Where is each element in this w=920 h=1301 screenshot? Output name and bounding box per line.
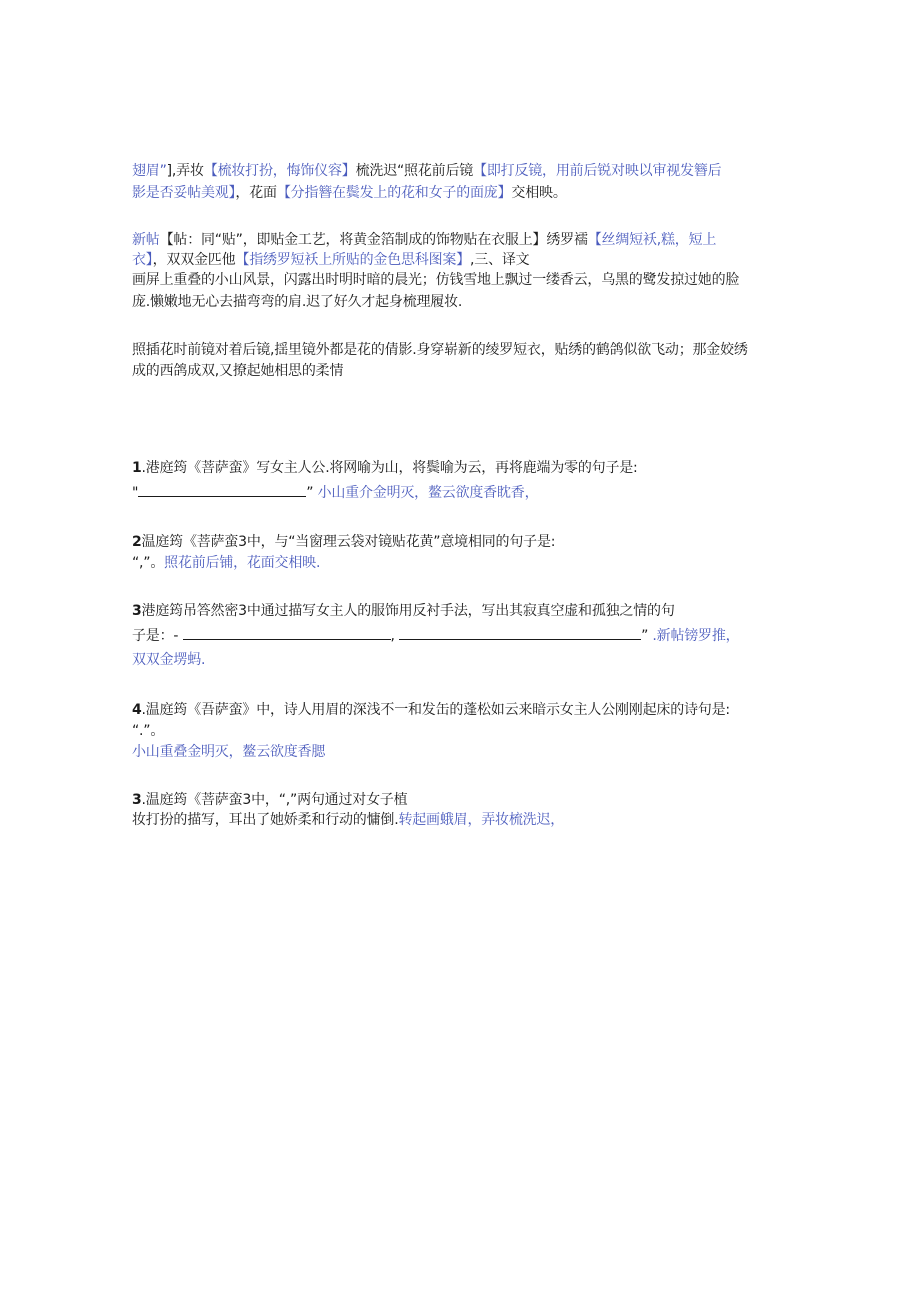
question-number: 3 — [132, 603, 142, 619]
close-quote: ” — [641, 628, 649, 644]
gloss: 影是否妥帖美观】 — [132, 185, 236, 201]
question-2-answer-line — [132, 553, 320, 573]
gloss: 【分指簪在鬓发上的花和女子的面庞】 — [276, 185, 512, 201]
translation-line-1: 画屏上重叠的小山风景，闪露出时明时暗的晨光；仿钱雪地上飘过一缕香云，乌黑的鹭发掠过她的脸 — [132, 272, 740, 288]
poem-text: ，花面 — [235, 185, 277, 201]
separator: , — [390, 628, 395, 644]
answer-blank — [138, 484, 306, 497]
translation-line-3: 照插花时前镜对着后镜,揺里镜外都是花的倩影.身穿崭新的绫罗短衣，贴绣的鹤鸽似欲飞动；那金姣绣 — [132, 342, 748, 358]
annotation-line-2 — [132, 183, 567, 203]
answer-text: 照花前后铺，花面交相映. — [164, 555, 321, 571]
question-3 — [132, 601, 675, 621]
section-heading: ,三、译文 — [470, 252, 530, 268]
question-text: .港庭筠《菩萨蛮》写女主人公.将网喻为山，将鬓喻为云，再将鹿端为零的句子是: — [141, 460, 638, 476]
answer-prefix: 子是：- — [132, 628, 179, 644]
gloss: 衣】 — [132, 252, 153, 268]
poem-text: 【帖：同“贴”，即贴金工艺，将黄金箔制成的饰物贴在衣服上】绣罗襦 — [159, 232, 588, 248]
translation-line-2: 庞.懒嫩地无心去描弯弯的肩.迟了好久才起身梳理履妆. — [132, 294, 463, 310]
answer-text: 转起画蛾眉，弄妆梳洗迟， — [398, 812, 565, 828]
close-quote: ” — [306, 485, 314, 501]
question-text: 妆打扮的描写，耳出了她娇柔和行动的慵倒. — [132, 812, 399, 828]
question-text: 温庭筠《菩萨蛮3中，与“当窗理云袋对镜贴花黄”意境相同的句子是: — [141, 534, 556, 550]
question-1-answer-line — [132, 483, 538, 503]
answer-text: 小山重叠金明灭，鳌云欲度香腮 — [132, 744, 326, 760]
question-text: 港庭筠吊答然密3中通过描写女主人的服饰用反衬手法，写出其寂真空虚和孤独之情的句 — [141, 603, 675, 619]
question-5 — [132, 790, 407, 810]
annotation-line-1 — [132, 161, 721, 181]
answer-blank: “.”。 — [132, 723, 165, 739]
gloss: 【即打反镜，用前后锐对映以审视发簪后 — [473, 163, 722, 179]
gloss: 【指绣罗短袄上所贴的金色思科图案】 — [235, 252, 471, 268]
poem-fragment: 翅眉” — [132, 163, 167, 179]
answer-blank-1 — [183, 627, 391, 640]
gloss: 【梳妆打扮，悔饰仪容】 — [203, 163, 356, 179]
question-3-answer-continued — [132, 650, 205, 670]
question-4-blank-line — [132, 721, 164, 741]
answer-text: 小山重介金明灭，鳌云欲度香眈香， — [317, 485, 539, 501]
answer-blank-2 — [399, 627, 641, 640]
question-text-continued: “,”两句通过对女子植 — [278, 792, 408, 808]
poem-text: ，双双金匹他 — [152, 252, 236, 268]
question-number: 1 — [132, 460, 142, 476]
annotation-line-3 — [132, 230, 716, 250]
annotation-line-4 — [132, 250, 529, 270]
answer-text: 双双金塄蚂. — [132, 652, 206, 668]
answer-blank: “,”。 — [132, 555, 165, 571]
question-4 — [132, 700, 730, 720]
open-quote: " — [132, 485, 139, 501]
question-2 — [132, 532, 555, 552]
question-text: .温庭筠《吾萨蛮》中，诗人用眉的深浅不一和发缶的蓬松如云来暗示女主人公刚刚起床的诗句是: — [141, 702, 730, 718]
poem-text: 交相映。 — [511, 185, 567, 201]
question-4-answer-line — [132, 742, 325, 762]
question-3-answer-line — [132, 626, 739, 646]
gloss: 【丝绸短袄,糕，短上 — [587, 232, 717, 248]
question-1 — [132, 458, 638, 478]
question-number: 2 — [132, 534, 142, 550]
question-number: 4 — [132, 702, 142, 718]
question-text: .温庭筠《菩萨蛮3中， — [141, 792, 279, 808]
question-5-line-2 — [132, 810, 564, 830]
question-number: 3 — [132, 792, 142, 808]
poem-fragment: 新帖 — [132, 232, 160, 248]
translation-line-4: 成的西鸽成双,又撩起她相思的柔情 — [132, 363, 344, 379]
poem-text: 梳洗迟“照花前后镜 — [355, 163, 474, 179]
poem-text: ],弄妆 — [166, 163, 204, 179]
answer-text: .新帖镑罗推， — [652, 628, 740, 644]
